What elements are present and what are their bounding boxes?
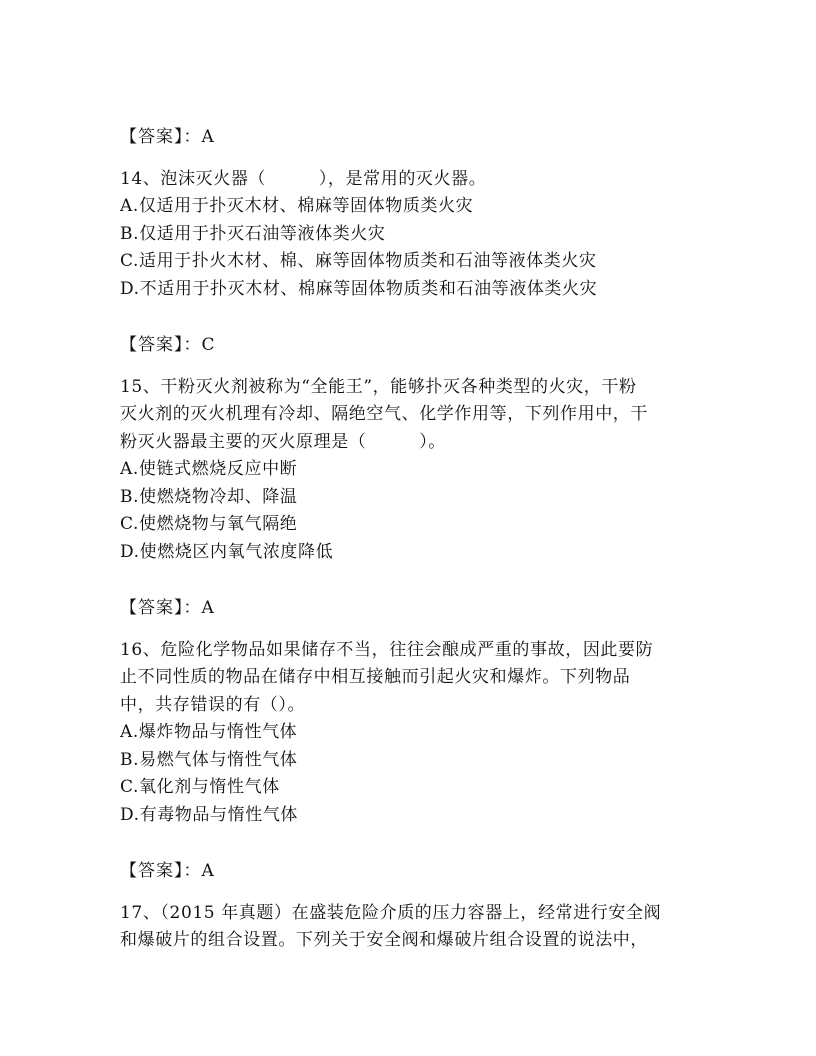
option-c: C.适用于扑火木材、棉、麻等固体物质类和石油等液体类火灾 xyxy=(120,251,597,271)
answer-line: 【答案】：C xyxy=(120,335,216,355)
option-a: A.爆炸物品与惰性气体 xyxy=(120,722,298,742)
option-d: D.不适用于扑灭木材、棉麻等固体物质类和石油等液体类火灾 xyxy=(120,279,598,299)
answer-line: 【答案】：A xyxy=(120,598,215,618)
option-a: A.使链式燃烧反应中断 xyxy=(120,459,298,479)
question-16-line: 中，共存错误的有（）。 xyxy=(120,695,306,715)
answer-line: 【答案】：A xyxy=(120,127,215,147)
option-d: D.使燃烧区内氧气浓度降低 xyxy=(120,542,334,562)
option-a: A.仅适用于扑灭木材、棉麻等固体物质类火灾 xyxy=(120,196,474,216)
option-d: D.有毒物品与惰性气体 xyxy=(120,805,299,825)
question-15-line: 粉灭火器最主要的灭火原理是（ ）。 xyxy=(120,432,446,452)
option-b: B.仅适用于扑灭石油等液体类火灾 xyxy=(120,224,386,244)
answer-line: 【答案】：A xyxy=(120,861,215,881)
question-17-line: 17、（2015 年真题）在盛装危险介质的压力容器上，经常进行安全阀 xyxy=(120,903,662,923)
question-14-line: 14、泡沫灭火器（ ），是常用的灭火器。 xyxy=(120,169,487,189)
question-15-line: 灭火剂的灭火机理有冷却、隔绝空气、化学作用等，下列作用中，干 xyxy=(120,404,648,424)
question-16-line: 16、危险化学物品如果储存不当，往往会酿成严重的事故，因此要防 xyxy=(120,640,654,660)
question-15-line: 15、干粉灭火剂被称为“全能王”，能够扑灭各种类型的火灾，干粉 xyxy=(120,377,637,397)
option-c: C.氧化剂与惰性气体 xyxy=(120,777,280,797)
question-17-line: 和爆破片的组合设置。下列关于安全阀和爆破片组合设置的说法中， xyxy=(120,930,648,950)
option-c: C.使燃烧物与氧气隔绝 xyxy=(120,514,298,534)
question-16-line: 止不同性质的物品在储存中相互接触而引起火灾和爆炸。下列物品 xyxy=(120,667,631,687)
option-b: B.易燃气体与惰性气体 xyxy=(120,750,298,770)
option-b: B.使燃烧物冷却、降温 xyxy=(120,487,298,507)
